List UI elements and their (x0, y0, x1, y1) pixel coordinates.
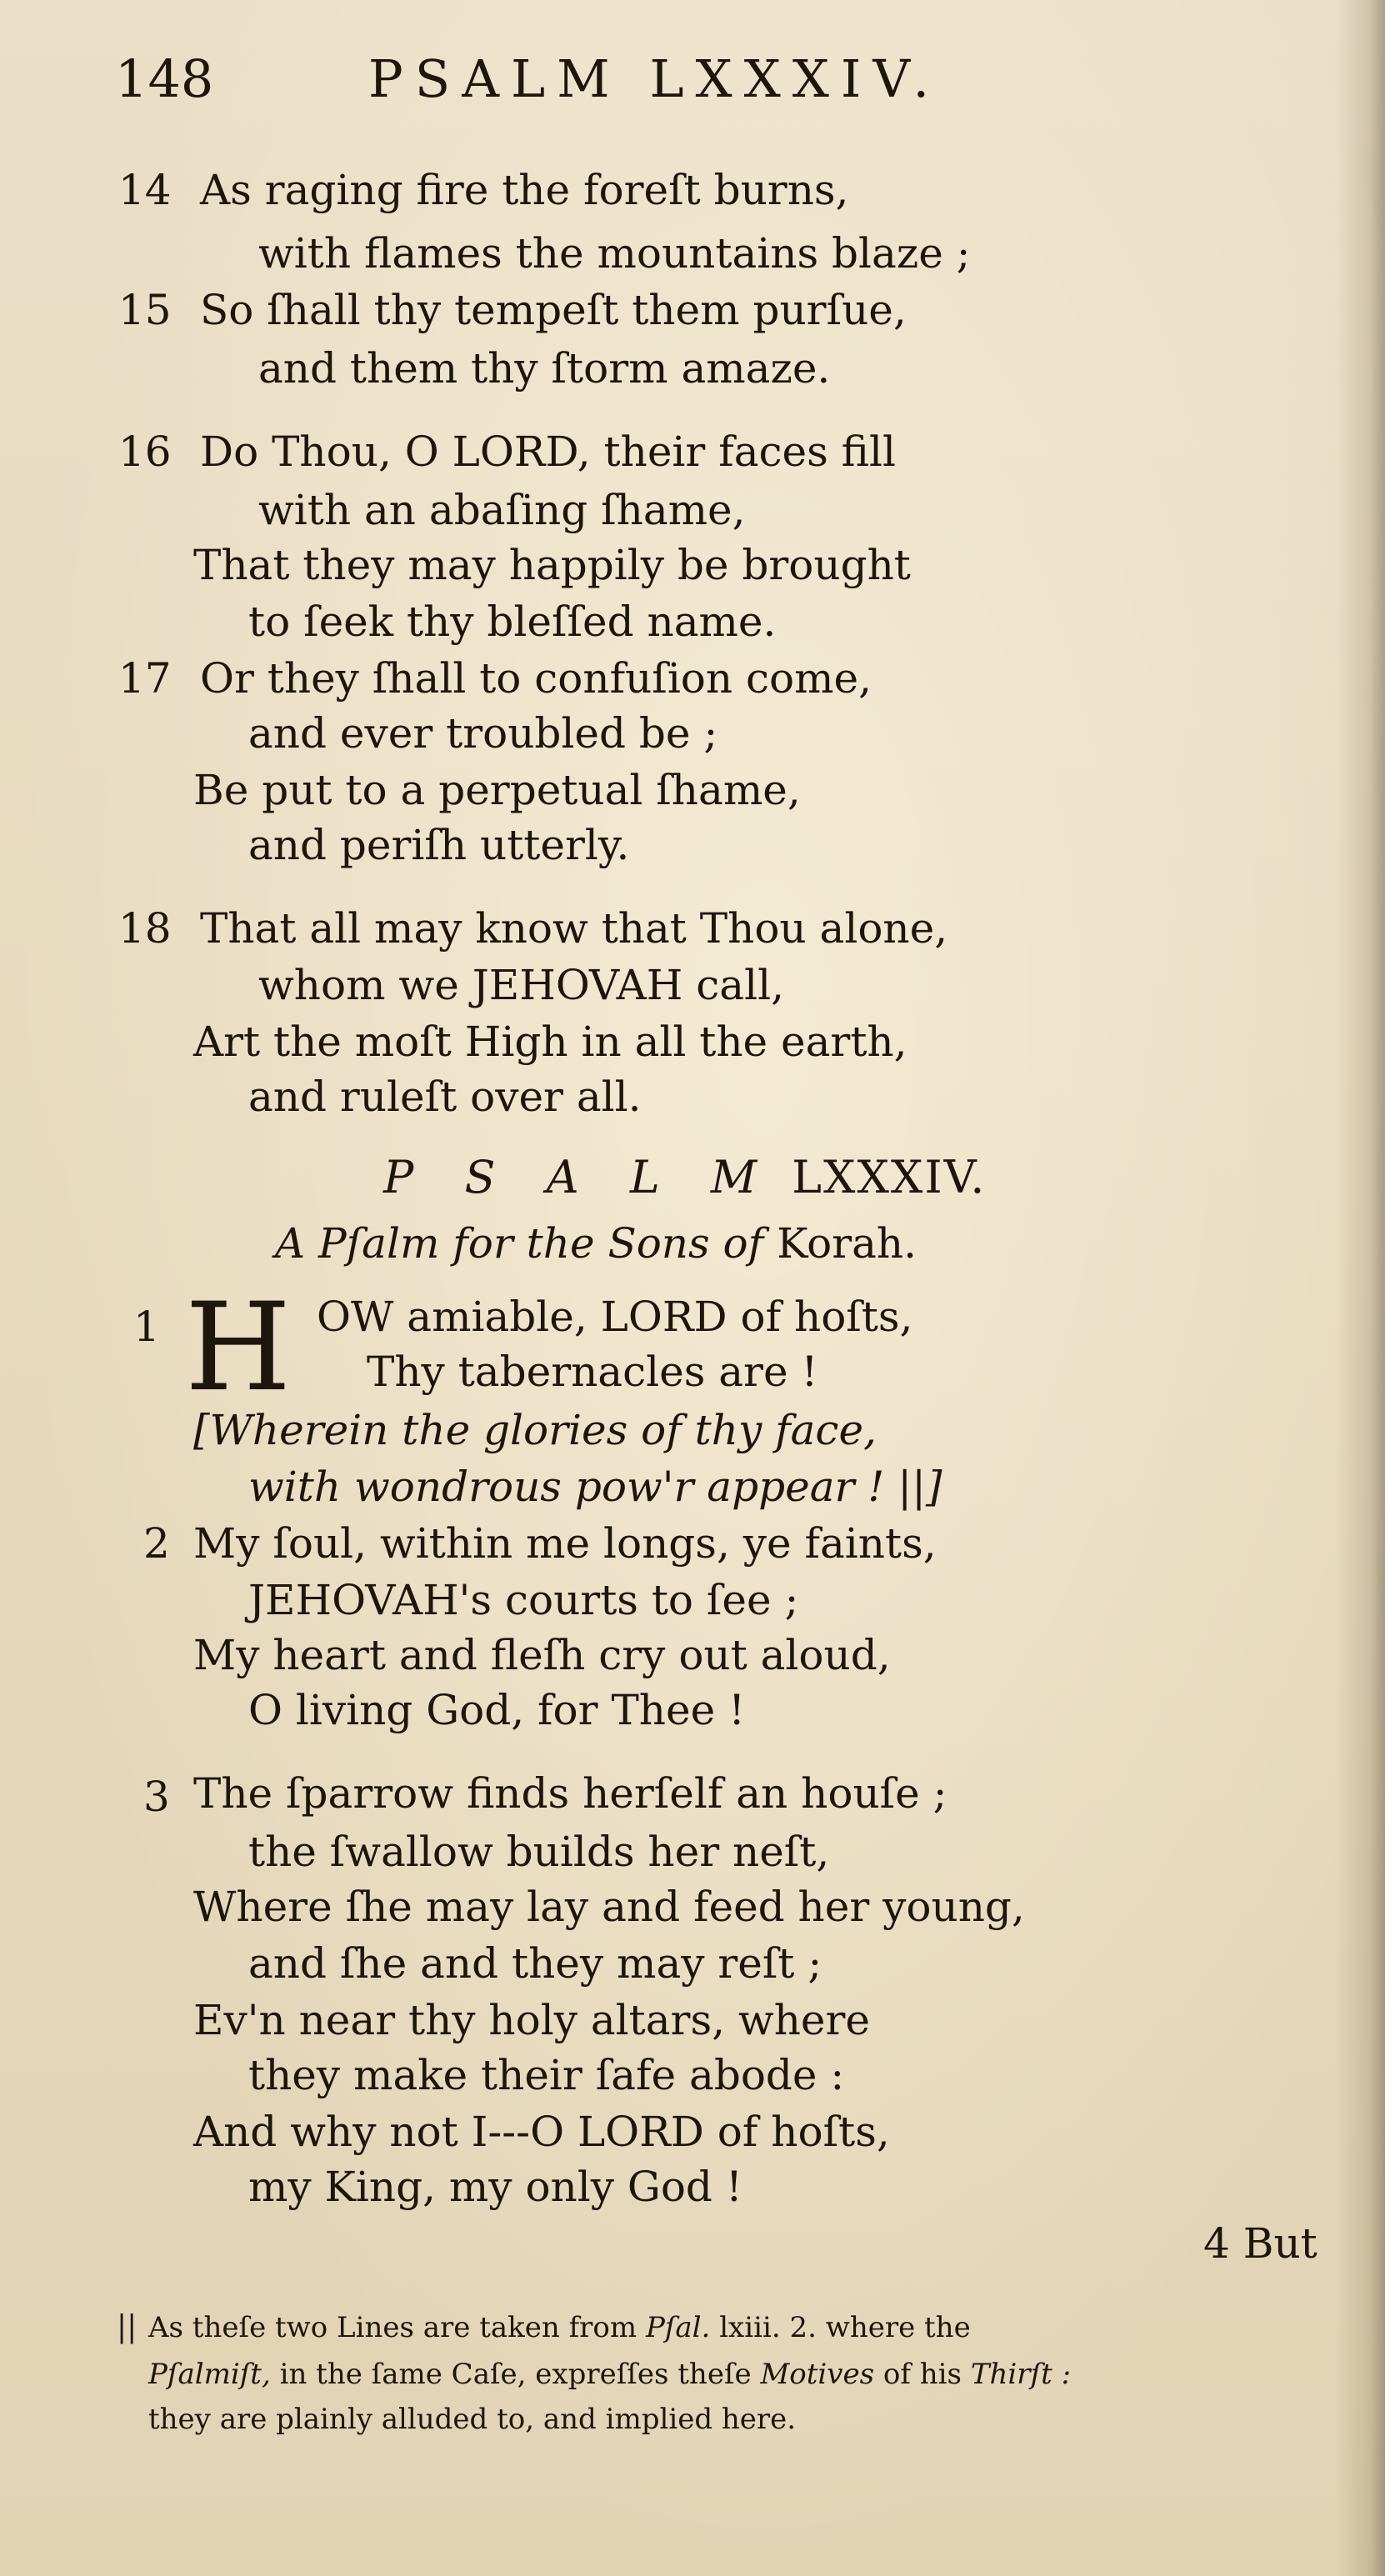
verse-line: the ſwallow builds her neſt, (248, 1828, 830, 1876)
verse-line: Where ſhe may lay and feed her young, (193, 1883, 1025, 1931)
verse-line: Or they ſhall to confuſion come, (200, 654, 872, 703)
footnote-line (148, 2355, 1071, 2393)
verse-line: and ruleſt over all. (248, 1073, 642, 1121)
subtitle-italic: A Pſalm for the Sons of (275, 1219, 764, 1268)
drop-capital: H (185, 1277, 292, 1418)
verse-number: 17 (118, 654, 172, 703)
verse-line: they make their ſafe abode : (248, 2051, 845, 2099)
footnote-line (148, 2308, 971, 2347)
verse-line: and periſh utterly. (248, 821, 630, 869)
page-edge-shadow (1335, 0, 1385, 2576)
verse-line: As raging fire the foreſt burns, (200, 166, 849, 214)
verse-line: Be put to a perpetual ſhame, (193, 766, 801, 814)
verse-line: And why not I---O LORD of hoſts, (193, 2108, 890, 2156)
verse-line-bracketed: with wondrous pow'r appear ! ||] (248, 1463, 942, 1511)
catchword: 4 But (1203, 2219, 1318, 2268)
page-number: 148 (115, 48, 214, 109)
verse-line: Ev'n near thy holy altars, where (193, 1996, 870, 2044)
psalm-subtitle (275, 1217, 917, 1270)
verse-line: with flames the mountains blaze ; (258, 229, 971, 278)
verse-number: 16 (118, 428, 172, 476)
psalm-heading-word: P S A L M (383, 1151, 776, 1203)
verse-line: my King, my only God ! (248, 2163, 742, 2211)
verse-line: Art the moſt High in all the earth, (193, 1018, 908, 1066)
verse-line: and them thy ſtorm amaze. (258, 344, 831, 393)
footnote-text: lxiii. 2. where the (719, 2311, 971, 2344)
verse-line: Thy tabernacles are ! (367, 1348, 818, 1396)
verse-line: That all may know that Thou alone, (200, 904, 948, 953)
verse-line: My heart and fleſh cry out aloud, (193, 1631, 891, 1679)
verse-number: 15 (118, 286, 172, 334)
psalm-heading (383, 1148, 986, 1207)
verse-line: and ever troubled be ; (248, 709, 718, 758)
verse-number: 18 (118, 904, 172, 953)
verse-number: 1 (133, 1303, 160, 1351)
verse-number: 3 (143, 1773, 170, 1821)
verse-line: O living God, for Thee ! (248, 1686, 746, 1734)
psalm-heading-number: LXXXIV. (792, 1151, 987, 1203)
verse-number: 14 (118, 166, 172, 214)
verse-line: and ſhe and they may reſt ; (248, 1939, 822, 1988)
verse-line: to ſeek thy bleſſed name. (248, 598, 777, 646)
footnote-emphasis: Motives (760, 2358, 875, 2391)
footnote-emphasis: Thirſt : (970, 2358, 1072, 2391)
running-title: PSALM LXXXIV. (368, 48, 942, 109)
verse-line-bracketed: [Wherein the glories of thy face, (193, 1406, 877, 1454)
verse-line: OW amiable, LORD of hoſts, (317, 1293, 913, 1341)
subtitle-name: Korah. (777, 1219, 917, 1268)
verse-line: with an abaſing ſhame, (258, 486, 746, 534)
verse-line: That they may happily be brought (193, 541, 911, 589)
verse-line: whom we JEHOVAH call, (258, 961, 784, 1009)
verse-number: 2 (143, 1519, 170, 1568)
verse-line: So ſhall thy tempeſt them purſue, (200, 286, 907, 334)
footnote-line: they are plainly alluded to, and implied here. (148, 2403, 797, 2436)
verse-line: JEHOVAH's courts to ſee ; (248, 1576, 799, 1624)
footnote-text: of his (882, 2358, 962, 2391)
footnote-emphasis: Pſalmiſt, (148, 2358, 271, 2391)
verse-line: Do Thou, O LORD, their faces fill (200, 428, 897, 476)
footnote-text: As theſe two Lines are taken from (148, 2311, 638, 2344)
footnote-reference: Pſal. (645, 2311, 711, 2344)
footnote-mark: || (117, 2310, 138, 2344)
footnote-text: in the ſame Caſe, expreſſes theſe (279, 2358, 752, 2391)
verse-line: My ſoul, within me longs, ye faints, (193, 1519, 937, 1568)
verse-line: The ſparrow finds herſelf an houſe ; (193, 1769, 948, 1818)
